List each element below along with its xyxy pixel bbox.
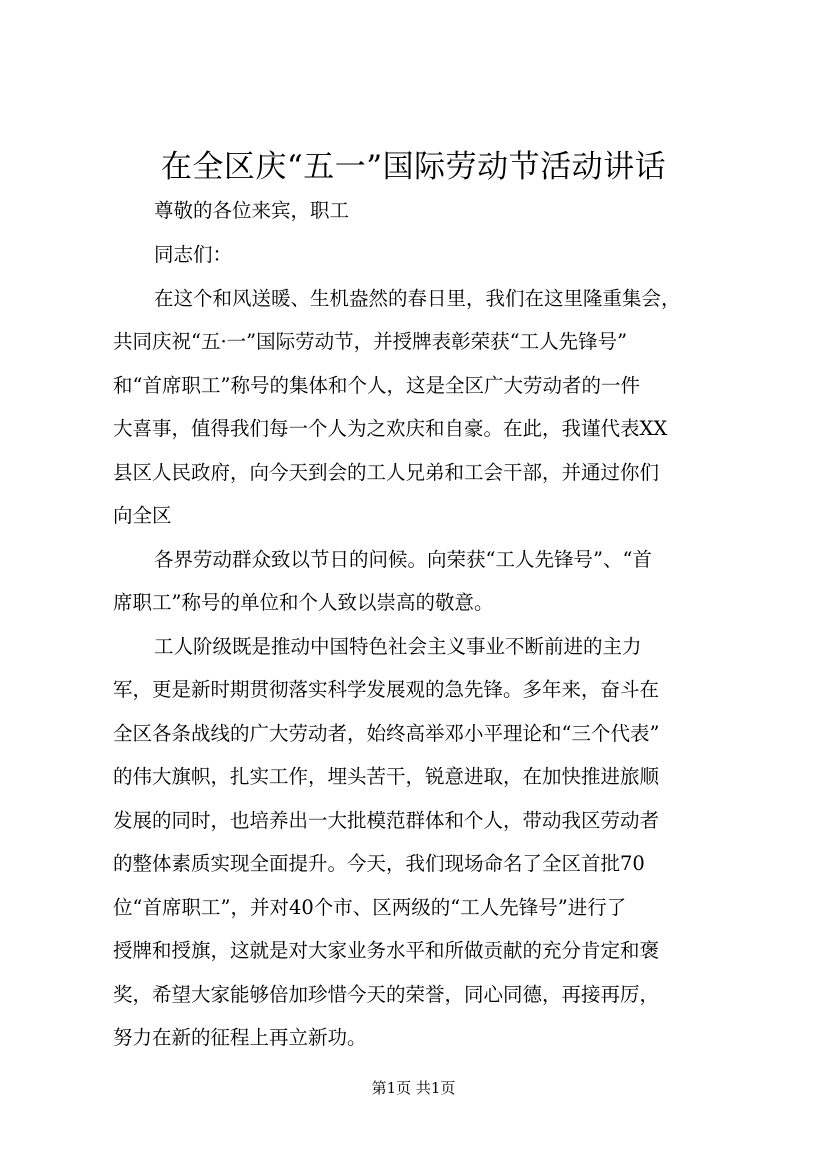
paragraph-line: 努力在新的征程上再立新功。	[113, 1026, 367, 1049]
paragraph-line: 共同庆祝“五·一”国际劳动节，并授牌表彰荣获“工人先锋号”	[113, 330, 628, 353]
paragraph-line: 和“首席职工”称号的集体和个人，这是全区广大劳动者的一件	[113, 374, 640, 397]
paragraph-line: 的伟大旗帜，扎实工作，埋头苦干，锐意进取，在加快推进旅顺	[113, 765, 660, 788]
paragraph-line: 工人阶级既是推动中国特色社会主义事业不断前进的主力	[154, 635, 642, 658]
paragraph-line: 军，更是新时期贯彻落实科学发展观的急先锋。多年来，奋斗在	[113, 678, 660, 701]
paragraph-line: 在这个和风送暖、生机盎然的春日里，我们在这里隆重集会，	[154, 287, 681, 310]
paragraph-line: 各界劳动群众致以节日的问候。向荣获“工人先锋号”、“首	[154, 548, 652, 571]
paragraph-line: 授牌和授旗，这就是对大家业务水平和所做贡献的充分肯定和褒	[113, 939, 660, 962]
paragraph-line: 位“首席职工”，并对40个市、区两级的“工人先锋号”进行了	[113, 896, 627, 919]
salutation-line: 同志们：	[154, 243, 233, 266]
paragraph-line: 的整体素质实现全面提升。今天，我们现场命名了全区首批70	[113, 852, 645, 875]
paragraph-line: 向全区	[113, 504, 172, 527]
document-title: 在全区庆“五一”国际劳动节活动讲话	[160, 149, 667, 185]
paragraph-line: 全区各条战线的广大劳动者，始终高举邓小平理论和“三个代表”	[113, 722, 660, 745]
paragraph-line: 发展的同时，也培养出一大批模范群体和个人，带动我区劳动者	[113, 809, 660, 832]
paragraph-line: 奖，希望大家能够倍加珍惜今天的荣誉，同心同德，再接再厉，	[113, 983, 660, 1006]
paragraph-line: 席职工”称号的单位和个人致以崇高的敬意。	[113, 591, 494, 614]
page-footer: 第1页 共1页	[371, 1079, 456, 1097]
paragraph-line: 大喜事，值得我们每一个人为之欢庆和自豪。在此，我谨代表XX	[113, 417, 668, 440]
salutation-line: 尊敬的各位来宾，职工	[154, 199, 350, 222]
paragraph-line: 县区人民政府，向今天到会的工人兄弟和工会干部，并通过你们	[113, 461, 660, 484]
